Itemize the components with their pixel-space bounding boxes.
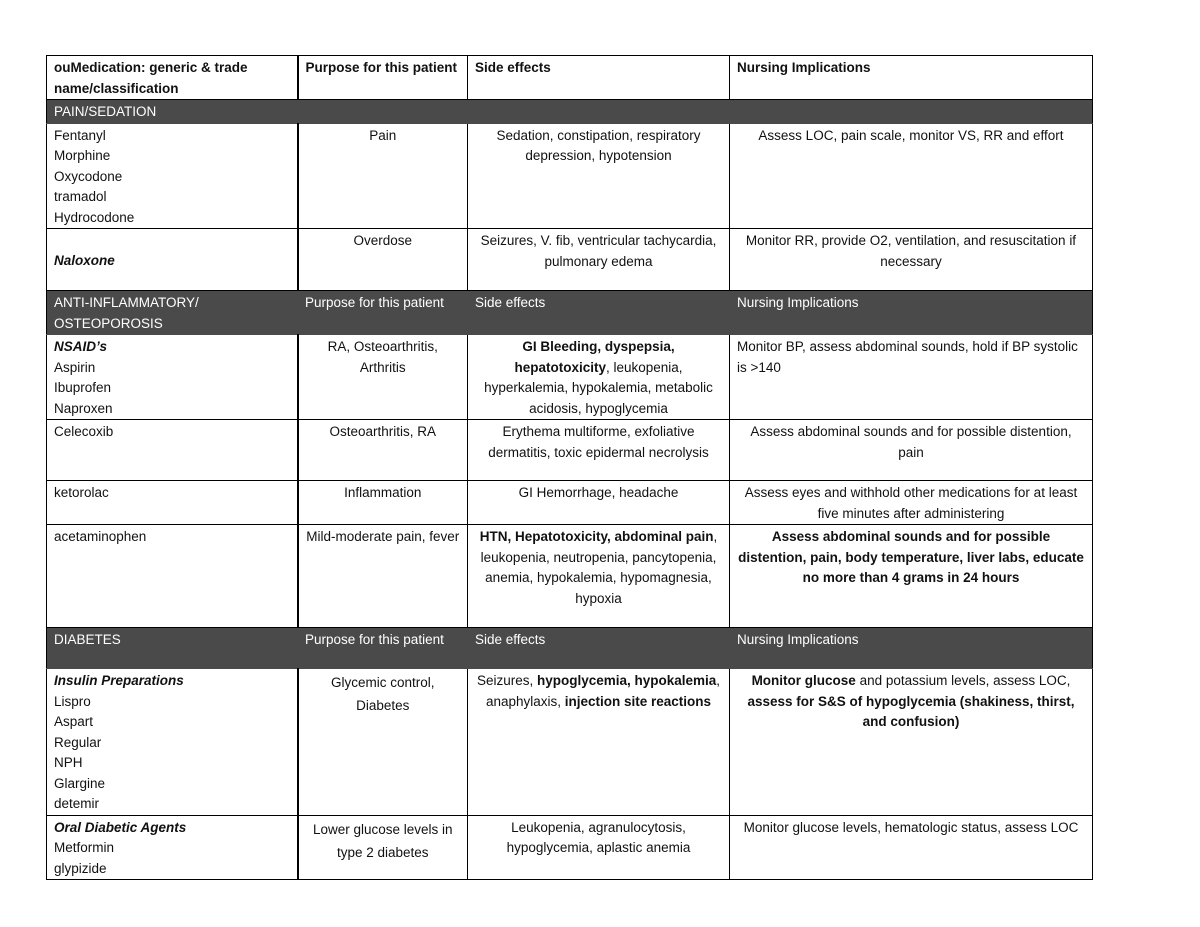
side-effects-cell [468,669,730,816]
side-effects-text: , anaphylaxis, [485,673,721,709]
section-pain-sedation [47,100,1093,124]
side-effects-cell: GI Hemorrhage, headache [468,481,730,525]
nursing-bold: Monitor glucose [751,673,856,688]
purpose-cell: Pain [298,123,468,229]
nursing-cell: Assess LOC, pain scale, monitor VS, RR and effort [730,123,1093,229]
side-effects-cell: Seizures, V. fib, ventricular tachycardia, pulmonary edema [468,229,730,291]
drug-list [47,123,298,229]
section-anti-inflammatory [47,291,1093,335]
table-row [47,123,1093,229]
section-col-nursing: Nursing Implications [730,628,1093,669]
drug-class: Oral Diabetic Agents [54,819,187,835]
table-row [47,669,1093,816]
nursing-cell: Monitor BP, assess abdominal sounds, hold if BP systolic is >140 [730,335,1093,420]
table-row [47,815,1093,880]
header-purpose: Purpose for this patient [298,56,468,100]
section-col-purpose: Purpose for this patient [298,628,468,669]
section-col-purpose: Purpose for this patient [298,291,468,335]
section-col-side-effects: Side effects [468,628,730,669]
nursing-cell: Assess abdominal sounds and for possible distention, pain [730,420,1093,481]
header-side-effects: Side effects [468,56,730,100]
purpose-cell: Overdose [298,229,468,291]
nursing-cell: Monitor glucose levels, hematologic status, assess LOC [730,815,1093,880]
drug-name: Morphine [54,148,111,163]
drug-list [47,335,298,420]
purpose-cell: RA, Osteoarthritis, Arthritis [298,335,468,420]
side-effects-text: , leukopenia, neutropenia, pancytopenia, anemia, hypokalemia, hypomagnesia, hypoxia [480,529,718,606]
drug-name: Naproxen [54,400,113,416]
drug-name: glypizide [54,860,107,876]
table-row [47,481,1093,525]
drug-name: tramadol [54,189,107,204]
side-effects-cell [468,335,730,420]
side-effects-bold: HTN, Hepatotoxicity, abdominal pain [479,529,714,544]
side-effects-bold: hypoglycemia, hypokalemia [536,673,717,688]
drug-name: Regular [54,734,102,750]
drug-name: Naloxone [54,253,115,268]
table-row [47,420,1093,481]
side-effects-bold: GI Bleeding, dyspepsia, hepatotoxicity [514,339,675,375]
purpose-cell: Lower glucose levels in type 2 diabetes [298,815,468,880]
side-effects-text: , leukopenia, hyperkalemia, hypokalemia, metabolic acidosis, hypoglycemia [484,359,713,416]
drug-name: ketorolac [47,481,298,525]
nursing-cell: Assess eyes and withhold other medications for at least five minutes after administering [730,481,1093,525]
drug-list [47,669,298,816]
purpose-cell: Mild-moderate pain, fever [298,525,468,628]
drug-class: Insulin Preparations [54,673,184,688]
drug-name: Aspart [54,714,94,729]
table-row [47,525,1093,628]
section-diabetes [47,628,1093,669]
side-effects-cell: Leukopenia, agranulocytosis, hypoglycemia, aplastic anemia [468,815,730,880]
medication-table [46,55,1093,880]
drug-name: Ibuprofen [54,380,112,395]
table-row [47,229,1093,291]
drug-name: Fentanyl [54,127,106,143]
drug-name: detemir [54,796,100,811]
section-title: ANTI-INFLAMMATORY/ OSTEOPOROSIS [47,291,298,335]
side-effects-cell: Erythema multiforme, exfoliative dermatitis, toxic epidermal necrolysis [468,420,730,481]
nursing-cell: Assess abdominal sounds and for possible distention, pain, body temperature, liver labs, educate no more than 4 grams in 24 hours [730,525,1093,628]
side-effects-cell [468,525,730,628]
nursing-bold: assess for S&S of hypoglycemia (shakiness, thirst, and confusion) [747,693,1075,729]
purpose-cell: Glycemic control, Diabetes [298,669,468,816]
drug-name: Metformin [54,840,115,855]
drug-name: Aspirin [54,359,96,375]
drug-class: NSAID’s [54,339,108,354]
drug-name: Celecoxib [47,420,298,481]
drug-name: acetaminophen [47,525,298,628]
section-title: DIABETES [47,628,298,669]
purpose-cell: Osteoarthritis, RA [298,420,468,481]
section-title: PAIN/SEDATION [47,100,298,124]
header-row [47,56,1093,100]
drug-list [47,229,298,291]
side-effects-bold: injection site reactions [564,693,712,709]
drug-list [47,815,298,880]
side-effects-text: Seizures, [476,673,537,688]
drug-name: Lispro [54,693,91,709]
drug-name: Oxycodone [54,168,123,184]
nursing-text: and potassium levels, assess LOC, [855,673,1071,688]
section-col-side-effects: Side effects [468,291,730,335]
purpose-cell: Inflammation [298,481,468,525]
nursing-cell [730,669,1093,816]
table-row [47,335,1093,420]
side-effects-cell: Sedation, constipation, respiratory depression, hypotension [468,123,730,229]
header-nursing: Nursing Implications [730,56,1093,100]
section-col-nursing: Nursing Implications [730,291,1093,335]
header-medication: ouMedication: generic & trade name/classification [47,56,298,100]
nursing-cell: Monitor RR, provide O2, ventilation, and resuscitation if necessary [730,229,1093,291]
drug-name: Hydrocodone [54,209,135,225]
drug-name: Glargine [54,775,106,791]
drug-name: NPH [54,755,83,770]
